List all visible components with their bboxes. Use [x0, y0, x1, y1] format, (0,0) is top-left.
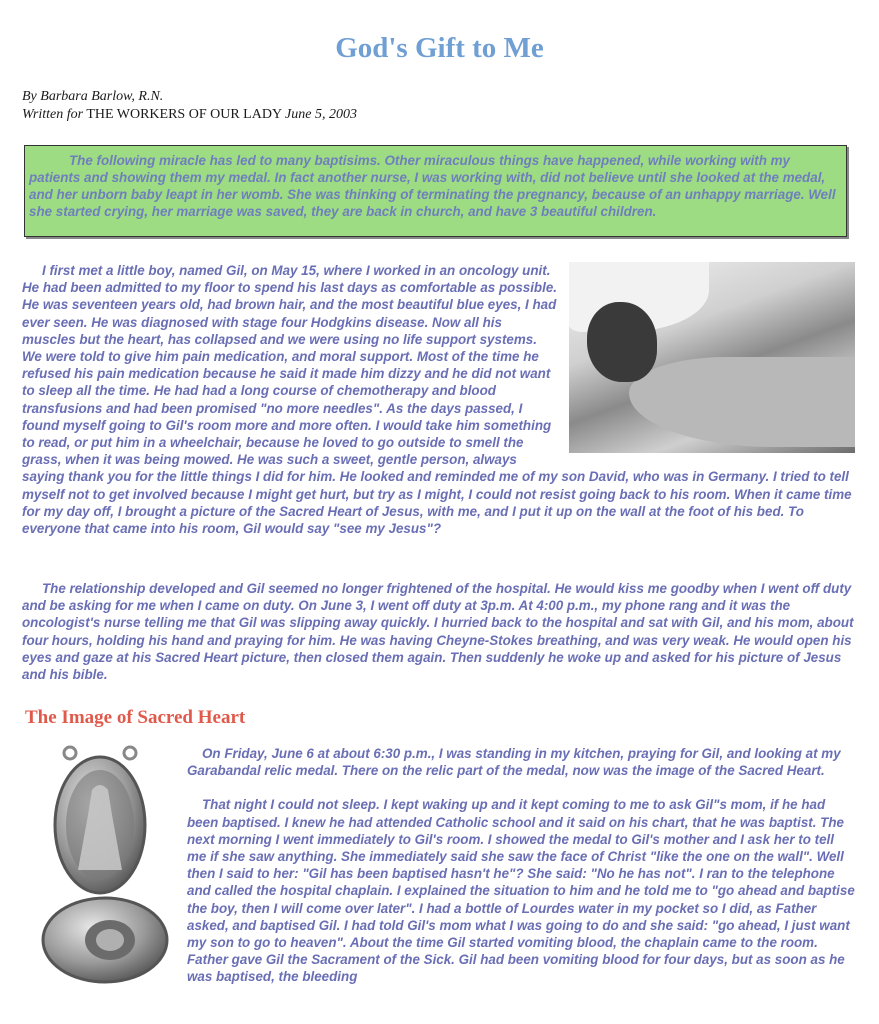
page-title: God's Gift to Me: [335, 32, 544, 64]
patient-photo: [569, 262, 855, 453]
story-paragraph-1: I first met a little boy, named Gil, on May 15, where I worked in an oncology unit. He had been admitted to my floor to spend his last days as comfortable as possible. He was seventeen years old, had brown hair, and the most beautiful blue eyes, I had ever seen. He was diagnosed with stage four Hodgkins disease. Now all his muscles but the heart, has collapsed and we were using no life support systems. We were told to give him pain medication, and moral support. Most of the time he refused his pain medication because he said it made him dizzy and he did not want to sleep all the time. He had had a long course of chemotherapy and blood transfusions and had been promised "no more needles". As the days passed, I found myself going to Gil's room more and more often. I would take him something to read, or put him in a wheelchair, because he loved to go outside to smell the grass, when it was being mowed. He was such a sweet, gentle person, always saying thank you for the little things I did for him. He looked and reminded me of my son David, who was in Germany. I tried to tell myself not to get involved because I might get hurt, but try as I might, I could not resist going back to his room. When it came time for my day off, I brought a picture of the Sacred Heart of Jesus, with me, and I put it up on the wall at the foot of his bed. To everyone that came into his room, Gil would say "see my Jesus"?: [22, 263, 852, 537]
story-section-1: [22, 262, 855, 537]
story-section-2: [22, 580, 855, 683]
written-for-label: Written for: [22, 107, 84, 122]
byline: [22, 88, 622, 124]
story-paragraph-2: The relationship developed and Gil seemed no longer frightened of the hospital. He would kiss me goodby when I went off duty and be asking for me when I came on duty. On June 3, I went off duty at 3p.m. At 4:00 p.m., my phone rang and it was the oncologist's nurse telling me that Gil was slipping away quickly. I hurried back to the hospital and sat with Gil, and his mom, about four hours, holding his hand and praying for him. He was having Cheyne-Stokes breathing, and was very weak. He would open his eyes and gaze at his Sacred Heart picture, then closed them again. Then suddenly he woke up and asked for his picture of Jesus and his bible.: [22, 581, 854, 683]
story-paragraph-4: That night I could not sleep. I kept waking up and it kept coming to me to ask Gil"s mom, if he had been baptised. I knew he had attended Catholic school and it said on his chart, that he was baptist. The next morning I went immediately to Gil's room. I showed the medal to Gil's mother and I ask her to tell me if she saw anything. She immediately said she saw the face of Christ "like the one on the wall". Well then I said to her: "Gil has been baptised hasn't he"? She said: "No he has not". I ran to the telephone and called the hospital chaplain. I explained the situation to him and he told me to "go ahead and baptise the boy, then I will come over later". I had a bottle of Lourdes water in my pocket so I did, as Father asked, and baptised Gil. I had told Gil's mom what I was going to do and she said: "go ahead, I just want my son to go to heaven". About the time Gil started vomiting blood, the chaplain came to the room. Father gave Gil the Sacrament of the Sick. Gil had been vomiting blood for four days, but as soon as he was baptised, the bleeding: [187, 797, 855, 985]
publication-date: June 5, 2003: [285, 107, 357, 122]
author-line: By Barbara Barlow, R.N.: [22, 89, 164, 104]
intro-callout-box: [24, 145, 847, 237]
publication-name: THE WORKERS OF OUR LADY: [86, 107, 282, 122]
story-section-3: [22, 745, 855, 1003]
story-paragraph-3: On Friday, June 6 at about 6:30 p.m., I was standing in my kitchen, praying for Gil, and looking at my Garabandal relic medal. There on the relic part of the medal, now was the image of the Sacred Heart.: [187, 746, 841, 779]
section-heading: The Image of Sacred Heart: [25, 707, 246, 728]
intro-text: The following miracle has led to many baptisims. Other miraculous things have happened, while working with my patients and showing them my medal. In fact another nurse, I was working with, did not believe until she looked at the medal, and her unborn baby leapt in her womb. She was thinking of terminating the pregnancy, because of an unhappy marriage. Well she started crying, her marriage was saved, they are back in church, and have 3 beautiful children.: [29, 153, 836, 219]
